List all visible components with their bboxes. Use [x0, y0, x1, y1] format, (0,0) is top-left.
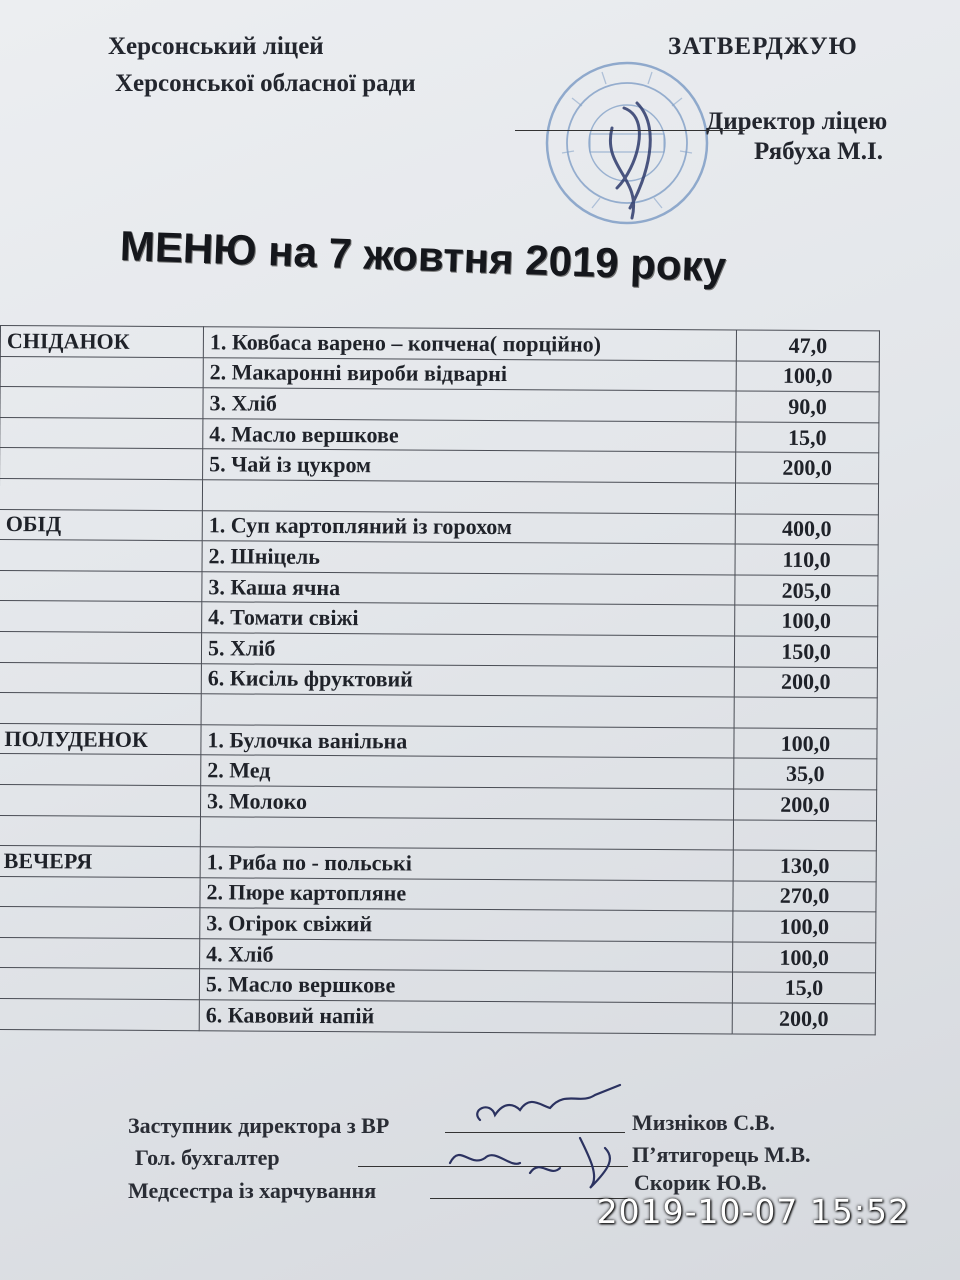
- menu-table-body: [0, 326, 879, 1035]
- menu-item-name: 5. Масло вершкове: [199, 969, 732, 1003]
- menu-item-amount: 15,0: [736, 422, 879, 453]
- menu-title: МЕНЮ на 7 жовтня 2019 року: [119, 222, 727, 291]
- menu-item-amount: 47,0: [736, 330, 879, 361]
- menu-item-name: [202, 480, 735, 514]
- menu-item-name: 1. Булочка ванільна: [201, 724, 734, 758]
- signature-role-nurse: Медсестра із харчування: [128, 1178, 377, 1203]
- menu-item-name: 6. Кисіль фруктовий: [201, 663, 734, 697]
- accountant-handwritten-signature: [440, 1128, 620, 1198]
- meal-label: [0, 999, 199, 1031]
- menu-item-name: 3. Огірок свіжий: [200, 908, 733, 942]
- official-stamp-seal: [542, 58, 712, 228]
- menu-item-amount: 110,0: [735, 544, 878, 575]
- menu-item-amount: 200,0: [736, 452, 879, 483]
- meal-label: СНІДАНОК: [0, 326, 203, 358]
- meal-label: ОБІД: [0, 509, 202, 541]
- menu-item-name: 4. Масло вершкове: [203, 419, 736, 453]
- menu-item-amount: 200,0: [732, 1003, 875, 1034]
- menu-item-amount: 200,0: [733, 789, 876, 820]
- menu-item-name: [200, 816, 733, 850]
- menu-item-amount: 35,0: [734, 758, 877, 789]
- meal-label: [0, 631, 202, 663]
- menu-item-name: 2. Макаронні вироби відварні: [203, 357, 736, 391]
- signature-role-deputy: Заступник директора з ВР: [128, 1113, 390, 1138]
- menu-row: [0, 999, 875, 1035]
- menu-item-amount: 100,0: [733, 911, 876, 942]
- meal-label: [0, 754, 201, 786]
- signature-name-nurse: Скорик Ю.В.: [634, 1170, 767, 1195]
- menu-item-amount: 150,0: [734, 636, 877, 667]
- menu-item-amount: 100,0: [736, 361, 879, 392]
- meal-label: [0, 417, 203, 449]
- meal-label: [0, 478, 203, 510]
- signature-role-accountant: Гол. бухгалтер: [135, 1145, 280, 1170]
- meal-label: [0, 784, 201, 816]
- menu-item-amount: 100,0: [735, 605, 878, 636]
- meal-label: [0, 662, 201, 694]
- menu-item-amount: 100,0: [733, 942, 876, 973]
- menu-item-name: 5. Чай із цукром: [203, 449, 736, 483]
- director-name: Рябуха М.І.: [754, 138, 883, 165]
- menu-item-name: 1. Риба по - польські: [200, 847, 733, 881]
- menu-item-name: 2. Шніцель: [202, 541, 735, 575]
- menu-item-name: 6. Кавовий напій: [199, 1000, 732, 1034]
- approval-heading: ЗАТВЕРДЖУЮ: [668, 33, 858, 60]
- menu-item-amount: [735, 483, 878, 514]
- meal-label: [0, 876, 200, 908]
- meal-label: [0, 815, 201, 847]
- menu-item-name: 2. Мед: [201, 755, 734, 789]
- menu-item-amount: 200,0: [734, 667, 877, 698]
- menu-item-name: 1. Суп картопляний із горохом: [202, 510, 735, 544]
- menu-item-name: 2. Пюре картопляне: [200, 877, 733, 911]
- menu-item-amount: 90,0: [736, 391, 879, 422]
- meal-label: [0, 448, 203, 480]
- signature-name-deputy: Мизніков С.В.: [632, 1110, 775, 1135]
- meal-label: [0, 937, 200, 969]
- menu-item-name: 3. Молоко: [201, 786, 734, 820]
- director-title: Директор ліцею: [706, 108, 888, 135]
- meal-label: [0, 907, 200, 939]
- menu-table: [0, 325, 880, 1035]
- menu-item-amount: 15,0: [732, 972, 875, 1003]
- menu-item-amount: [733, 819, 876, 850]
- menu-item-name: [201, 694, 734, 728]
- menu-item-amount: 400,0: [735, 514, 878, 545]
- menu-item-name: 3. Хліб: [203, 388, 736, 422]
- meal-label: ПОЛУДЕНОК: [0, 723, 201, 755]
- meal-label: [0, 570, 202, 602]
- meal-label: [0, 387, 203, 419]
- meal-label: ВЕЧЕРЯ: [0, 846, 200, 878]
- menu-item-amount: 270,0: [733, 881, 876, 912]
- menu-item-name: 4. Хліб: [200, 939, 733, 973]
- menu-item-name: 5. Хліб: [201, 633, 734, 667]
- menu-item-name: 4. Томати свіжі: [202, 602, 735, 636]
- meal-label: [0, 540, 202, 572]
- org-name-line1: Херсонський ліцей: [108, 33, 324, 60]
- photo-timestamp: 2019-10-07 15:52: [596, 1192, 910, 1231]
- menu-item-name: 3. Каша ячна: [202, 571, 735, 605]
- meal-label: [0, 693, 201, 725]
- org-name-line2: Херсонської обласної ради: [115, 70, 416, 97]
- meal-label: [0, 968, 200, 1000]
- meal-label: [0, 601, 202, 633]
- menu-item-amount: 100,0: [734, 728, 877, 759]
- menu-item-name: 1. Ковбаса варено – копчена( порційно): [203, 327, 736, 361]
- menu-item-amount: [734, 697, 877, 728]
- signature-name-accountant: П’ятигорець М.В.: [632, 1142, 811, 1167]
- meal-label: [0, 356, 203, 388]
- director-signature-line: [515, 130, 745, 131]
- menu-item-amount: 130,0: [733, 850, 876, 881]
- menu-item-amount: 205,0: [735, 575, 878, 606]
